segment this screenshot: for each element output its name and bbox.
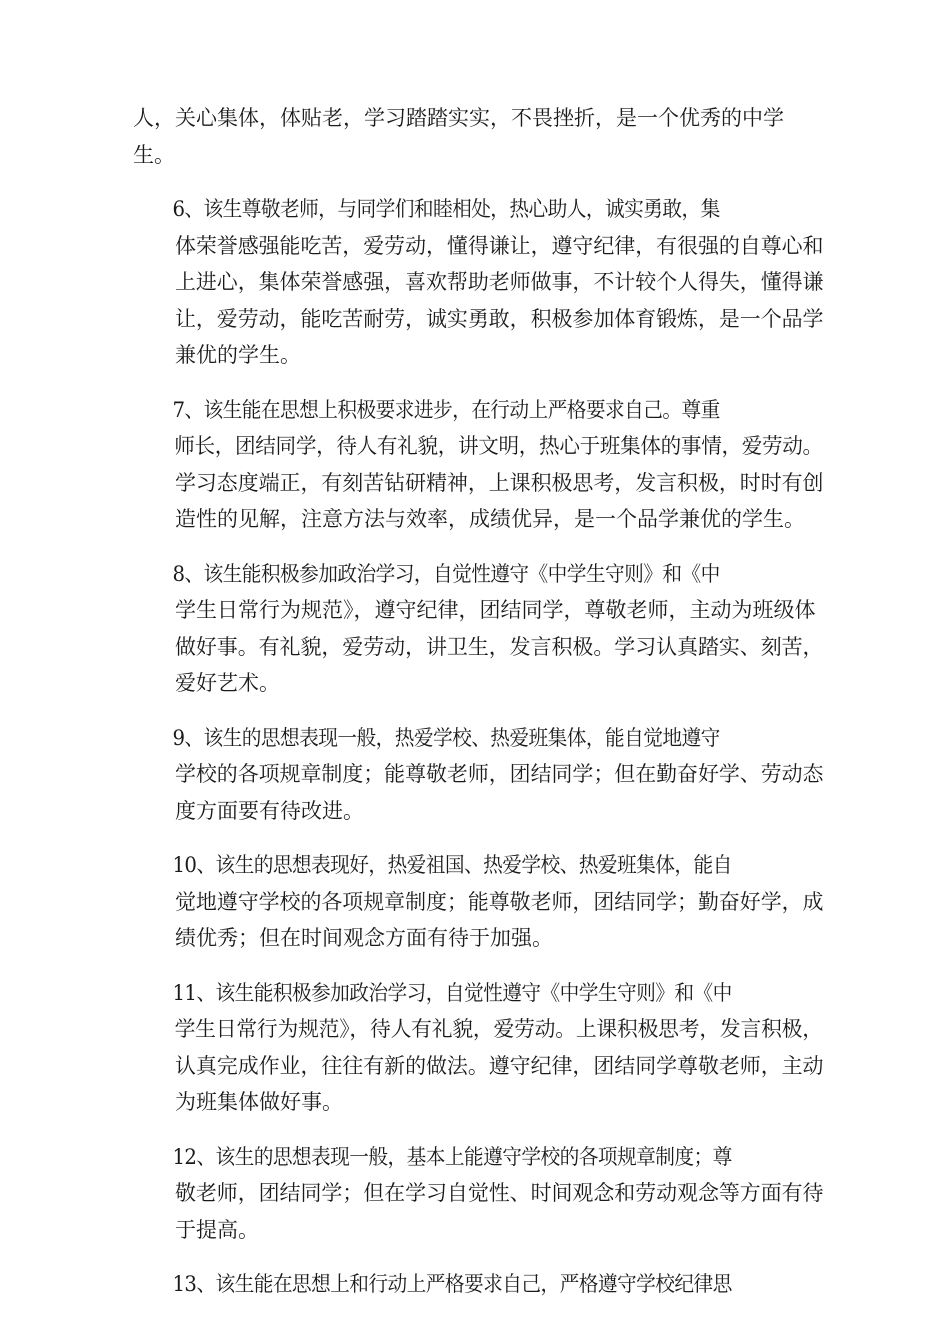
- paragraph-12: [133, 1139, 823, 1249]
- text-line: 爱好艺术。: [175, 671, 280, 695]
- text-line: 体荣誉感强能吃苦，爱劳动，懂得谦让，遵守纪律，有很强的自尊心和: [174, 233, 824, 258]
- text-line: 6、该生尊敬老师，与同学们和睦相处，热心助人，诚实勇敢，集: [172, 197, 720, 221]
- paragraph-10: [133, 847, 823, 957]
- text-line: 生。: [133, 142, 175, 167]
- text-line: 于提高。: [175, 1217, 259, 1242]
- text-line: 敬老师，团结同学；但在学习自觉性、时间观念和劳动观念等方面有待: [174, 1181, 824, 1205]
- text-line: 10、该生的思想表现好，热爱祖国、热爱学校、热爱班集体，能自: [172, 853, 732, 877]
- text-line: 学校的各项规章制度；能尊敬老师，团结同学；但在勤奋好学、劳动态: [174, 762, 824, 786]
- text-line: 9、该生的思想表现一般，热爱学校、热爱班集体，能自觉地遵守: [172, 725, 720, 750]
- text-line: 兼优的学生。: [175, 343, 301, 367]
- text-line: 13、该生能在思想上和行动上严格要求自己，严格遵守学校纪律思: [172, 1272, 732, 1296]
- text-line: 度方面要有待改进。: [175, 798, 364, 823]
- paragraph-7: [133, 392, 823, 538]
- paragraph-13: [133, 1266, 823, 1303]
- text-line: 为班集体做好事。: [175, 1090, 343, 1114]
- paragraph-9: [133, 720, 823, 830]
- text-line: 学习态度端正，有刻苦钻研精神，上课积极思考，发言积极，时时有创: [174, 470, 824, 495]
- text-line: 11、该生能积极参加政治学习，自觉性遵守《中学生守则》和《中: [172, 980, 732, 1005]
- paragraph-6: [133, 191, 823, 374]
- text-line: 造性的见解，注意方法与效率，成绩优异，是一个品学兼优的学生。: [175, 507, 805, 531]
- paragraph-11: [133, 975, 823, 1121]
- text-line: 认真完成作业，往往有新的做法。遵守纪律，团结同学尊敬老师，主动: [174, 1053, 824, 1078]
- text-line: 师长，团结同学，待人有礼貌，讲文明，热心于班集体的事情，爱劳动。: [174, 434, 823, 458]
- text-line: 人，关心集体，体贴老，学习踏踏实实，不畏挫折，是一个优秀的中学: [133, 106, 784, 130]
- text-line: 学生日常行为规范》，遵守纪律，团结同学，尊敬老师，主动为班级体: [175, 598, 816, 622]
- text-line: 学生日常行为规范》，待人有礼貌，爱劳动。上课积极思考，发言积极，: [174, 1017, 823, 1041]
- text-line: 上进心，集体荣誉感强，喜欢帮助老师做事，不计较个人得失，懂得谦: [174, 270, 824, 294]
- text-line: 让，爱劳动，能吃苦耐劳，诚实勇敢，积极参加体育锻炼，是一个品学: [174, 306, 824, 331]
- paragraph-5-continued: [133, 100, 823, 173]
- text-line: 绩优秀；但在时间观念方面有待于加强。: [175, 926, 553, 950]
- text-line: 8、该生能积极参加政治学习，自觉性遵守《中学生守则》和《中: [172, 561, 720, 586]
- document-body: [133, 100, 823, 1321]
- paragraph-8: [133, 556, 823, 702]
- text-line: 7、该生能在思想上积极要求进步，在行动上严格要求自己。尊重: [172, 397, 720, 422]
- text-line: 做好事。有礼貌，爱劳动，讲卫生，发言积极。学习认真踏实、刻苦，: [174, 634, 824, 659]
- text-line: 12、该生的思想表现一般，基本上能遵守学校的各项规章制度；尊: [172, 1144, 732, 1169]
- text-line: 觉地遵守学校的各项规章制度；能尊敬老师，团结同学；勤奋好学，成: [174, 889, 824, 914]
